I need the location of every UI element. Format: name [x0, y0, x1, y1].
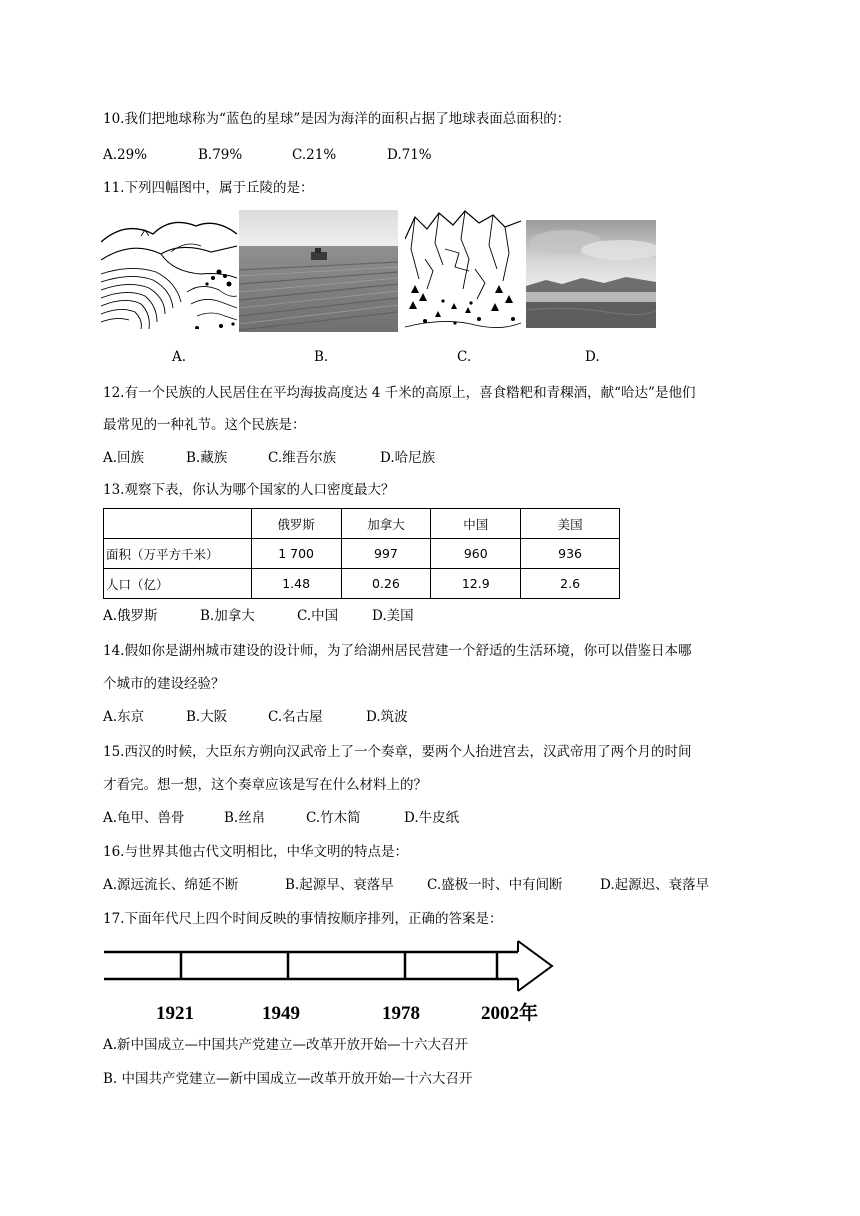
- table-header-cell: 美国: [521, 509, 620, 539]
- q12-option-d: D.哈尼族: [380, 450, 436, 466]
- timeline-label-1921: 1921: [156, 1003, 194, 1024]
- q16-option-d: D.起源迟、衰落早: [600, 877, 710, 893]
- q17-option-b: B. 中国共产党建立—新中国成立—改革开放开始—十六大召开: [103, 1071, 473, 1087]
- table-row-header: 面积（万平方千米）: [104, 539, 252, 569]
- plateau-photo-image: [526, 220, 656, 328]
- q15-option-a: A.龟甲、兽骨: [103, 810, 185, 826]
- q10-option-c: C.21%: [292, 147, 337, 163]
- q13-option-b: B.加拿大: [200, 608, 255, 624]
- q10-option-b: B.79%: [198, 147, 243, 163]
- q17-option-a: A.新中国成立—中国共产党建立—改革开放开始—十六大召开: [103, 1037, 469, 1053]
- question-14-line-2: 个城市的建设经验？: [103, 676, 225, 692]
- q13-option-a: A.俄罗斯: [103, 608, 158, 624]
- q15-option-d: D.牛皮纸: [404, 810, 460, 826]
- table-cell: 936: [521, 539, 620, 569]
- table-cell: 1.48: [251, 569, 341, 599]
- question-15-line-1: 15.西汉的时候，大臣东方朔向汉武帝上了一个奏章，要两个人抬进宫去，汉武帝用了两个月的时间: [103, 744, 692, 760]
- table-header-cell: [104, 509, 252, 539]
- question-12-line-1: 12.有一个民族的人民居住在平均海拔高度达 4 千米的高原上，喜食糌粑和青稞酒，献“哈达”是他们: [103, 385, 696, 401]
- question-13-text: 13.观察下表，你认为哪个国家的人口密度最大？: [103, 482, 395, 498]
- question-11-text: 11.下列四幅图中，属于丘陵的是：: [103, 180, 314, 196]
- table-header-cell: 加拿大: [341, 509, 431, 539]
- question-14-line-1: 14.假如你是湖州城市建设的设计师，为了给湖州居民营建一个舒适的生活环境，你可以借鉴日本哪: [103, 643, 692, 659]
- timeline-label-1978: 1978: [382, 1003, 420, 1024]
- q10-option-d: D.71%: [387, 147, 432, 163]
- q11-image-label-b: B.: [314, 349, 329, 365]
- table-header-cell: 俄罗斯: [251, 509, 341, 539]
- table-row-header: 人口（亿）: [104, 569, 252, 599]
- question-15-line-2: 才看完。想一想，这个奏章应该是写在什么材料上的？: [103, 777, 427, 793]
- table-header-cell: 中国: [431, 509, 521, 539]
- q13-option-d: D.美国: [372, 608, 414, 624]
- question-17-text: 17.下面年代尺上四个时间反映的事情按顺序排列，正确的答案是：: [103, 911, 503, 927]
- mountain-sketch-image: [405, 209, 521, 331]
- hills-sketch-image: [101, 212, 237, 329]
- q13-option-c: C.中国: [297, 608, 339, 624]
- question-12-line-2: 最常见的一种礼节。这个民族是：: [103, 417, 306, 433]
- q10-option-a: A.29%: [103, 147, 148, 163]
- timeline-ruler: [100, 936, 560, 1028]
- table-cell: 0.26: [341, 569, 431, 599]
- q14-option-d: D.筑波: [366, 709, 408, 725]
- q15-option-c: C.竹木简: [306, 810, 361, 826]
- q16-option-a: A.源远流长、绵延不断: [103, 877, 239, 893]
- table-cell: 2.6: [521, 569, 620, 599]
- q11-image-label-a: A.: [172, 349, 187, 365]
- table-header-row: [104, 509, 620, 539]
- table-cell: 1 700: [251, 539, 341, 569]
- q11-image-label-c: C.: [457, 349, 472, 365]
- q14-option-c: C.名古屋: [268, 709, 323, 725]
- table-cell: 997: [341, 539, 431, 569]
- q16-option-c: C.盛极一时、中有间断: [427, 877, 563, 893]
- population-table: [103, 508, 620, 599]
- timeline-label-1949: 1949: [262, 1003, 300, 1024]
- q12-option-b: B.藏族: [186, 450, 228, 466]
- timeline-arrow-head: [518, 941, 552, 991]
- q14-option-b: B.大阪: [186, 709, 228, 725]
- q11-image-label-d: D.: [585, 349, 600, 365]
- timeline-label-2002: 2002年: [481, 1003, 539, 1024]
- q15-option-b: B.丝帛: [224, 810, 266, 826]
- q16-option-b: B.起源早、衰落早: [285, 877, 394, 893]
- table-cell: 960: [431, 539, 521, 569]
- table-row: [104, 569, 620, 599]
- table-row: [104, 539, 620, 569]
- question-10-text: 10.我们把地球称为“蓝色的星球”是因为海洋的面积占据了地球表面总面积的：: [103, 111, 571, 127]
- table-cell: 12.9: [431, 569, 521, 599]
- question-16-text: 16.与世界其他古代文明相比，中华文明的特点是：: [103, 844, 408, 860]
- plain-photo-image: [239, 210, 398, 332]
- q14-option-a: A.东京: [103, 709, 145, 725]
- q12-option-a: A.回族: [103, 450, 145, 466]
- q12-option-c: C.维吾尔族: [268, 450, 337, 466]
